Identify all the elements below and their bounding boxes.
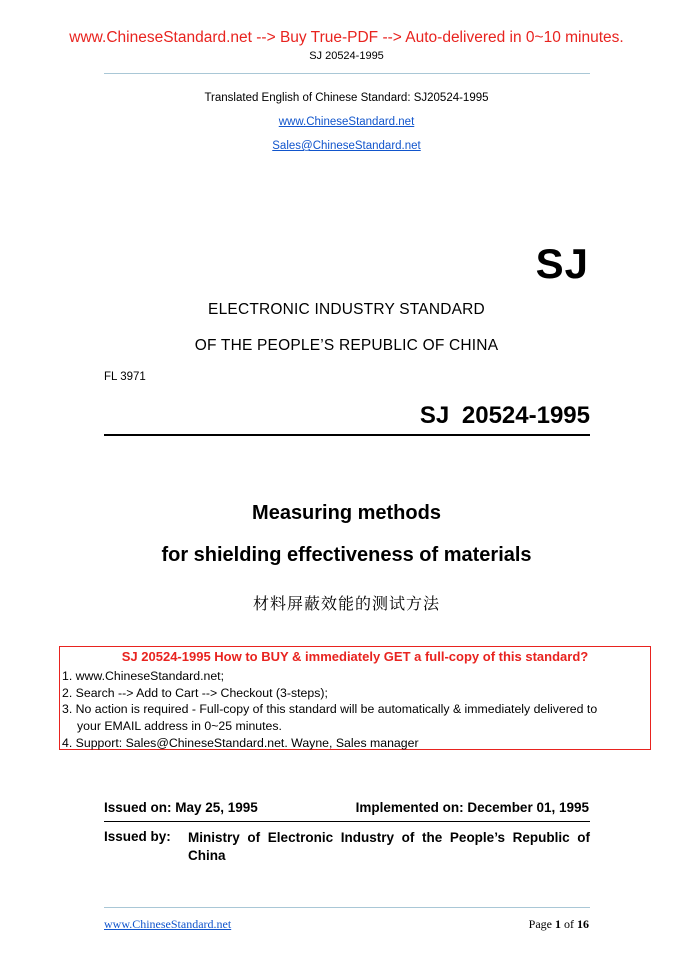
- issued-by-value: Ministry of Electronic Industry of the People’s Republic of China: [188, 830, 590, 863]
- footer-divider: [104, 907, 590, 908]
- translated-line: Translated English of Chinese Standard: SJ20524-1995: [204, 92, 489, 104]
- purchase-info-box: [59, 646, 651, 750]
- sj-logo: SJ: [535, 240, 589, 287]
- top-banner[interactable]: www.ChineseStandard.net --> Buy True-PDF --> Auto-delivered in 0~10 minutes.: [69, 29, 624, 46]
- standard-number-rule: [104, 434, 590, 436]
- standard-number: SJ 20524-1995: [419, 402, 590, 429]
- purchase-step-3-continued: your EMAIL address in 0~25 minutes.: [77, 719, 282, 734]
- website-link-row: [0, 116, 693, 128]
- purchase-steps-list: [62, 668, 597, 752]
- standard-title-line1: ELECTRONIC INDUSTRY STANDARD: [208, 301, 485, 318]
- purchase-step-3: 3. No action is required - Full-copy of this standard will be automatically & immediately delivered to: [62, 702, 598, 717]
- document-title-line1: Measuring methods: [252, 502, 441, 524]
- sales-email-link[interactable]: Sales@ChineseStandard.net: [272, 140, 421, 152]
- footer-link-row: [104, 917, 231, 932]
- issued-on: Issued on: May 25, 1995: [104, 800, 258, 815]
- sales-email-row: [0, 140, 693, 152]
- fl-code: FL 3971: [104, 371, 146, 383]
- purchase-box-heading: SJ 20524-1995 How to BUY & immediately GET a full-copy of this standard?: [121, 649, 589, 664]
- page-number: [529, 917, 589, 932]
- website-link[interactable]: www.ChineseStandard.net: [278, 116, 415, 128]
- purchase-step-1: 1. www.ChineseStandard.net;: [62, 669, 225, 683]
- footer-website-link[interactable]: www.ChineseStandard.net: [104, 917, 232, 931]
- document-title-line2: for shielding effectiveness of materials: [161, 544, 532, 566]
- issued-divider: [104, 821, 590, 822]
- purchase-step-4: 4. Support: Sales@ChineseStandard.net. Wayne, Sales manager: [62, 735, 419, 750]
- page-prefix: Page: [528, 917, 555, 931]
- page-total: 16: [577, 917, 589, 931]
- header-divider: [104, 73, 590, 74]
- implemented-on: Implemented on: December 01, 1995: [355, 800, 589, 815]
- standard-title-line2: OF THE PEOPLE’S REPUBLIC OF CHINA: [194, 337, 499, 354]
- chinese-title: 材料屏蔽效能的测试方法: [252, 594, 440, 613]
- purchase-step-2: 2. Search --> Add to Cart --> Checkout (3-steps);: [62, 685, 328, 700]
- header-standard-code: SJ 20524-1995: [309, 50, 384, 62]
- issued-by-label: Issued by:: [104, 829, 171, 844]
- page-current: 1: [555, 917, 561, 931]
- page-of: of: [561, 917, 577, 931]
